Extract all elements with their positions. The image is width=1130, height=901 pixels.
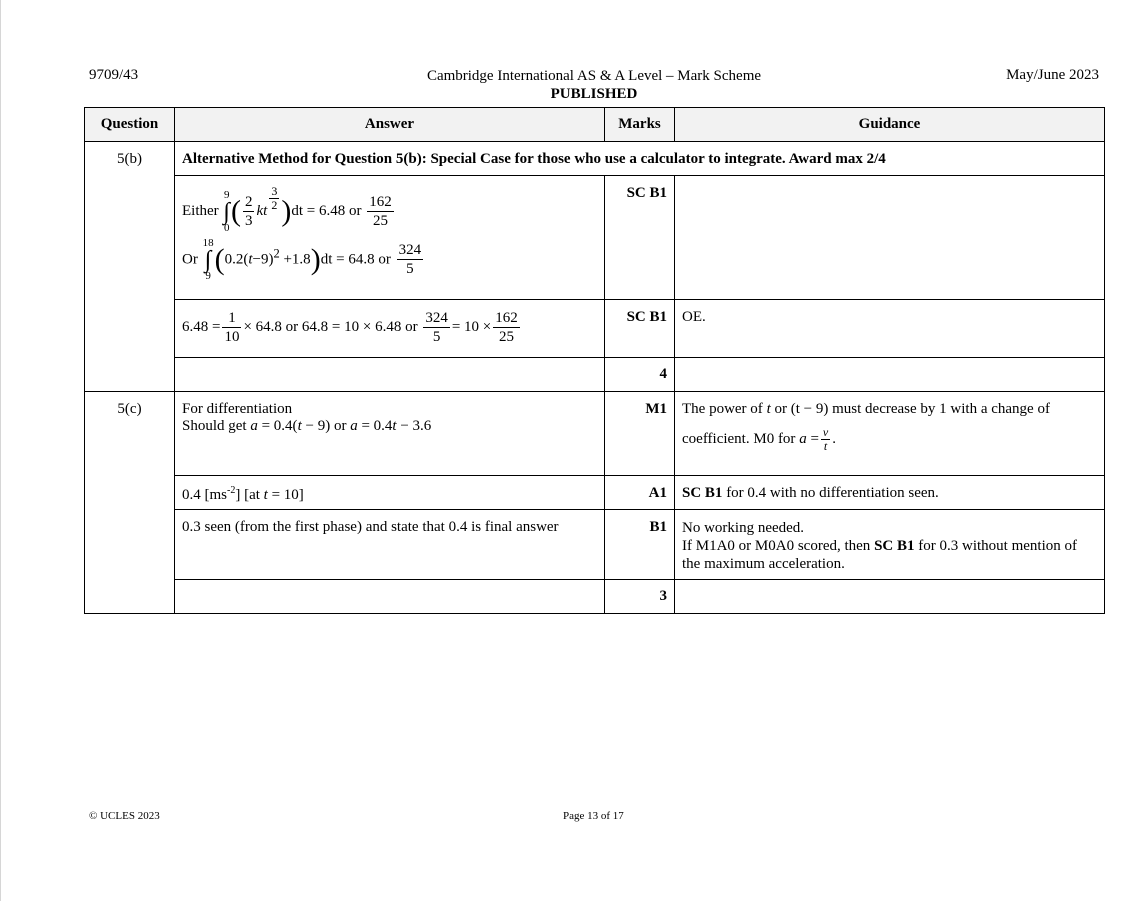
denominator: t	[823, 439, 828, 453]
guidance-cell: OE.	[675, 300, 1105, 358]
table-row	[85, 358, 1105, 392]
text: 0.4 [ms	[182, 487, 227, 503]
table-header-row	[85, 108, 1105, 142]
marks-cell: M1	[605, 392, 675, 476]
paper-code: 9709/43	[89, 67, 139, 83]
lower-limit: 9	[205, 269, 211, 282]
numerator: 1	[222, 309, 241, 328]
marks-cell: B1	[605, 510, 675, 580]
table-row	[85, 300, 1105, 358]
answer-line-either: Either 9 ∫ 0( $\frac{2}{3}$ kt $\frac{3}{2}$ )dt = 6.48 or $\frac{162}{25}$	[182, 184, 392, 234]
answer-cell	[175, 476, 605, 510]
fraction	[222, 309, 241, 346]
numerator: 162	[495, 310, 518, 326]
question-number-5b: 5(b)	[85, 142, 175, 392]
expression: 6.48 =	[182, 318, 221, 335]
fraction	[243, 193, 255, 230]
answer-line: For differentiation	[182, 401, 293, 417]
expression: = 10 ×	[451, 318, 492, 335]
guidance-line	[682, 426, 1097, 453]
text: If M1A0 or M0A0 scored, then	[682, 538, 875, 554]
fraction	[493, 309, 520, 346]
var-a: a	[350, 418, 358, 434]
var-k: k	[256, 203, 264, 219]
guidance-line: No working needed.	[682, 520, 805, 536]
text: coefficient. M0 for	[682, 430, 800, 447]
var-t: t	[766, 401, 771, 417]
var-t: t	[248, 251, 253, 267]
var-t: t	[392, 418, 397, 434]
denominator: 3	[244, 213, 253, 230]
equation-text: dt = 64.8 or	[320, 251, 391, 267]
answer-cell	[175, 580, 605, 614]
denominator: 10	[224, 329, 240, 345]
exponent: -2	[227, 485, 236, 496]
table-row	[85, 510, 1105, 580]
expression: − 3.6	[396, 418, 432, 434]
guidance-line	[682, 401, 1097, 418]
fraction	[821, 426, 830, 453]
text: = 10]	[267, 487, 304, 503]
question-number-5c: 5(c)	[85, 392, 175, 614]
header-marks: Marks	[605, 108, 675, 142]
alt-method-banner: Alternative Method for Question 5(b): Special Case for those who use a calculator to integrate. Award max 2/4	[175, 142, 1105, 176]
denominator: 25	[372, 213, 388, 230]
special-case-label: SC B1	[682, 485, 723, 501]
lower-limit: 0	[223, 221, 230, 234]
expression: = 0.4(	[257, 418, 298, 434]
expression: −9)	[252, 251, 274, 267]
copyright-notice: © UCLES 2023	[89, 810, 160, 822]
page-number: Page 13 of 17	[563, 810, 624, 822]
text: ] [at	[235, 487, 264, 503]
document-title	[384, 67, 804, 103]
denominator: 5	[406, 261, 414, 278]
table-row	[85, 392, 1105, 476]
exponent-fraction	[269, 185, 279, 212]
marks-cell: A1	[605, 476, 675, 510]
header-guidance: Guidance	[675, 108, 1105, 142]
numerator: 324	[425, 310, 448, 326]
var-a: a	[799, 430, 807, 447]
integral-sign: 9 ∫ 0	[223, 188, 230, 234]
expression: = 0.4	[357, 418, 393, 434]
total-marks-5c: 3	[605, 580, 675, 614]
guidance-cell	[675, 580, 1105, 614]
or-label: Or	[182, 251, 198, 267]
answer-line	[182, 309, 597, 346]
guidance-line: the maximum acceleration.	[682, 556, 845, 572]
mark-scheme-table	[84, 107, 1105, 614]
denominator: 25	[499, 329, 515, 345]
guidance-cell	[675, 358, 1105, 392]
text: Should get	[182, 418, 251, 434]
answer-cell	[175, 358, 605, 392]
expression: +1.8	[279, 251, 311, 267]
numerator: 324	[398, 242, 422, 259]
marks-cell: SC B1	[605, 300, 675, 358]
table-row	[85, 476, 1105, 510]
guidance-cell	[675, 476, 1105, 510]
marks-cell: SC B1	[605, 176, 675, 300]
var-t: t	[263, 487, 268, 503]
exponent: 2	[273, 246, 280, 260]
integral-sign: 18 ∫ 9	[202, 236, 214, 282]
answer-cell	[175, 392, 605, 476]
denominator: 2	[271, 198, 278, 212]
answer-line	[182, 418, 597, 435]
table-row	[85, 580, 1105, 614]
numerator: 162	[369, 194, 392, 211]
total-marks-5b: 4	[605, 358, 675, 392]
text: The power of	[682, 401, 767, 417]
text: .	[832, 430, 836, 447]
answer-line-or: Or 18 ∫ 9 $(0.2(t-9)^2 +1.8)dt = 64.8$ or $\frac{324}{5}$	[182, 236, 422, 282]
text: or	[770, 401, 791, 417]
fraction	[367, 193, 394, 230]
header-answer: Answer	[175, 108, 605, 142]
expression: − 9) or	[301, 418, 351, 434]
table-row	[85, 176, 1105, 300]
text: for 0.3 without mention of	[914, 538, 1077, 554]
denominator: 5	[432, 329, 441, 345]
guidance-cell	[675, 392, 1105, 476]
upper-limit: 9	[223, 188, 230, 201]
guidance-cell	[675, 510, 1105, 580]
table-row	[85, 142, 1105, 176]
guidance-line	[682, 537, 1097, 555]
page-edge	[0, 0, 1, 901]
equation-text: dt = 6.48 or	[291, 203, 362, 219]
var-t: t	[297, 418, 302, 434]
text: for 0.4 with no differentiation seen.	[722, 485, 939, 501]
var-t: t	[263, 203, 268, 219]
var-a: a	[250, 418, 258, 434]
expression: 0.2(	[224, 251, 249, 267]
numerator: v	[822, 425, 829, 439]
guidance-cell	[675, 176, 1105, 300]
answer-cell: 0.3 seen (from the first phase) and state that 0.4 is final answer	[175, 510, 605, 580]
numerator: 3	[271, 184, 278, 198]
fraction	[423, 309, 450, 346]
either-label: Either	[182, 203, 219, 219]
expression: × 64.8 or 64.8 = 10 × 6.48 or	[243, 318, 418, 335]
answer-cell	[175, 176, 605, 300]
numerator: 2	[244, 194, 253, 211]
answer-cell	[175, 300, 605, 358]
special-case-label: SC B1	[874, 538, 915, 554]
header-question: Question	[85, 108, 175, 142]
published-label: PUBLISHED	[550, 86, 638, 102]
upper-limit: 18	[202, 236, 214, 249]
title-text: Cambridge International AS & A Level – Mark Scheme	[426, 68, 762, 84]
text: must decrease by 1 with a change of	[828, 401, 1050, 417]
text: =	[806, 430, 819, 447]
fraction	[397, 241, 424, 278]
exam-session: May/June 2023	[1006, 67, 1099, 83]
expression: (t − 9)	[790, 401, 829, 417]
